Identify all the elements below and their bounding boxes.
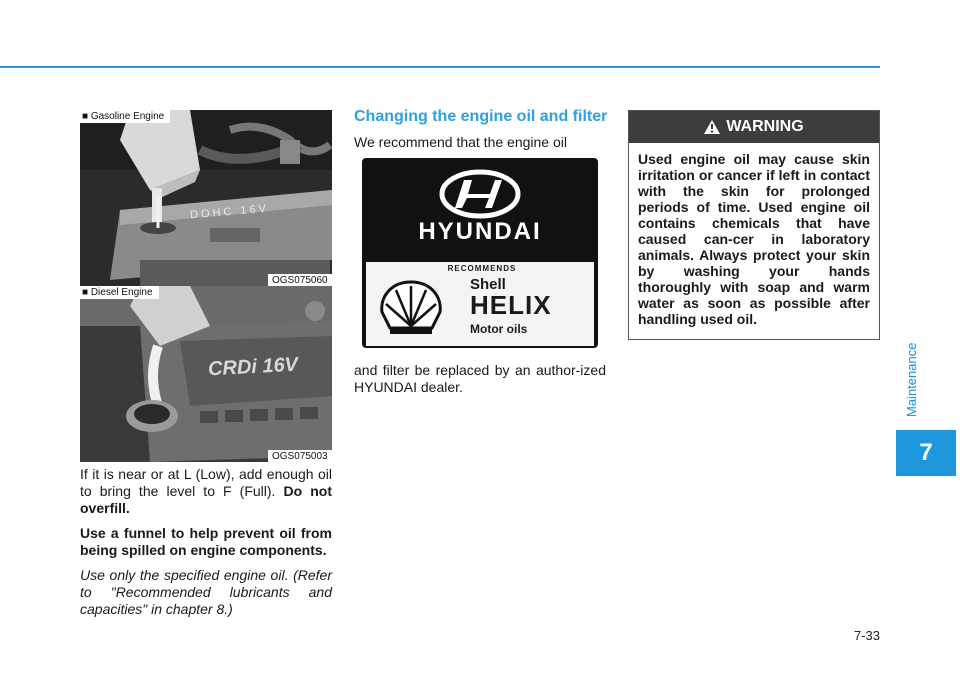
gasoline-engine-caption: ■ Gasoline Engine <box>80 110 170 123</box>
hyundai-logo-panel <box>364 160 596 262</box>
overfill-paragraph <box>80 466 332 517</box>
warning-header <box>629 111 879 143</box>
recommends-text: RECOMMENDS <box>447 264 517 273</box>
helix-text: HELIX <box>470 290 552 320</box>
motor-oils-text: Motor oils <box>470 322 528 336</box>
dealer-paragraph: and filter be replaced by an author-ized HYUNDAI dealer. <box>354 362 606 395</box>
diesel-photo-code: OGS075003 <box>268 450 332 463</box>
chapter-tab[interactable]: 7 <box>896 430 956 476</box>
warning-text: Used engine oil may cause skin irritation or cancer if left in contact with the skin for prolonged periods of time. Used engine oil contains chemicals that have caused can-cer in laboratory animals. Always protect your skin by washing your hands thoroughly with soap and warm water as soon as possible after handling used oil. <box>638 151 870 327</box>
shell-text: Shell <box>470 276 506 293</box>
hyundai-shell-logo <box>362 158 598 348</box>
section-title: Changing the engine oil and filter <box>354 108 608 125</box>
diesel-engine-label: CRDi 16V <box>207 353 299 381</box>
specified-oil-paragraph: Use only the specified engine oil. (Refer to "Recommended lubricants and capacities" in chapter 8.) <box>80 567 332 617</box>
warning-triangle-icon <box>704 120 720 134</box>
oil-level-instructions <box>80 466 332 626</box>
funnel-paragraph: Use a funnel to help prevent oil from being spilled on engine components. <box>80 525 332 558</box>
diesel-engine-photo <box>80 286 332 462</box>
hyundai-wordmark: HYUNDAI <box>418 218 542 245</box>
warning-title: WARNING <box>726 118 804 135</box>
section-label: Maintenance <box>904 342 919 418</box>
warning-box <box>628 110 880 340</box>
shell-pecten-icon <box>376 278 446 338</box>
do-not-overfill-text: Do not overfill. <box>80 483 332 516</box>
diesel-engine-caption: ■ Diesel Engine <box>80 286 159 299</box>
gasoline-engine-photo <box>80 110 332 286</box>
shell-logo-panel <box>366 262 594 346</box>
recommend-paragraph: We recommend that the engine oil <box>354 134 567 150</box>
gasoline-engine-label: DOHC 16V <box>189 202 270 222</box>
gasoline-photo-code: OGS075060 <box>268 274 332 287</box>
add-oil-text: If it is near or at L (Low), add enough oil to bring the level to F (Full). <box>80 466 332 499</box>
top-rule <box>0 66 880 68</box>
page-number: 7-33 <box>853 628 880 643</box>
